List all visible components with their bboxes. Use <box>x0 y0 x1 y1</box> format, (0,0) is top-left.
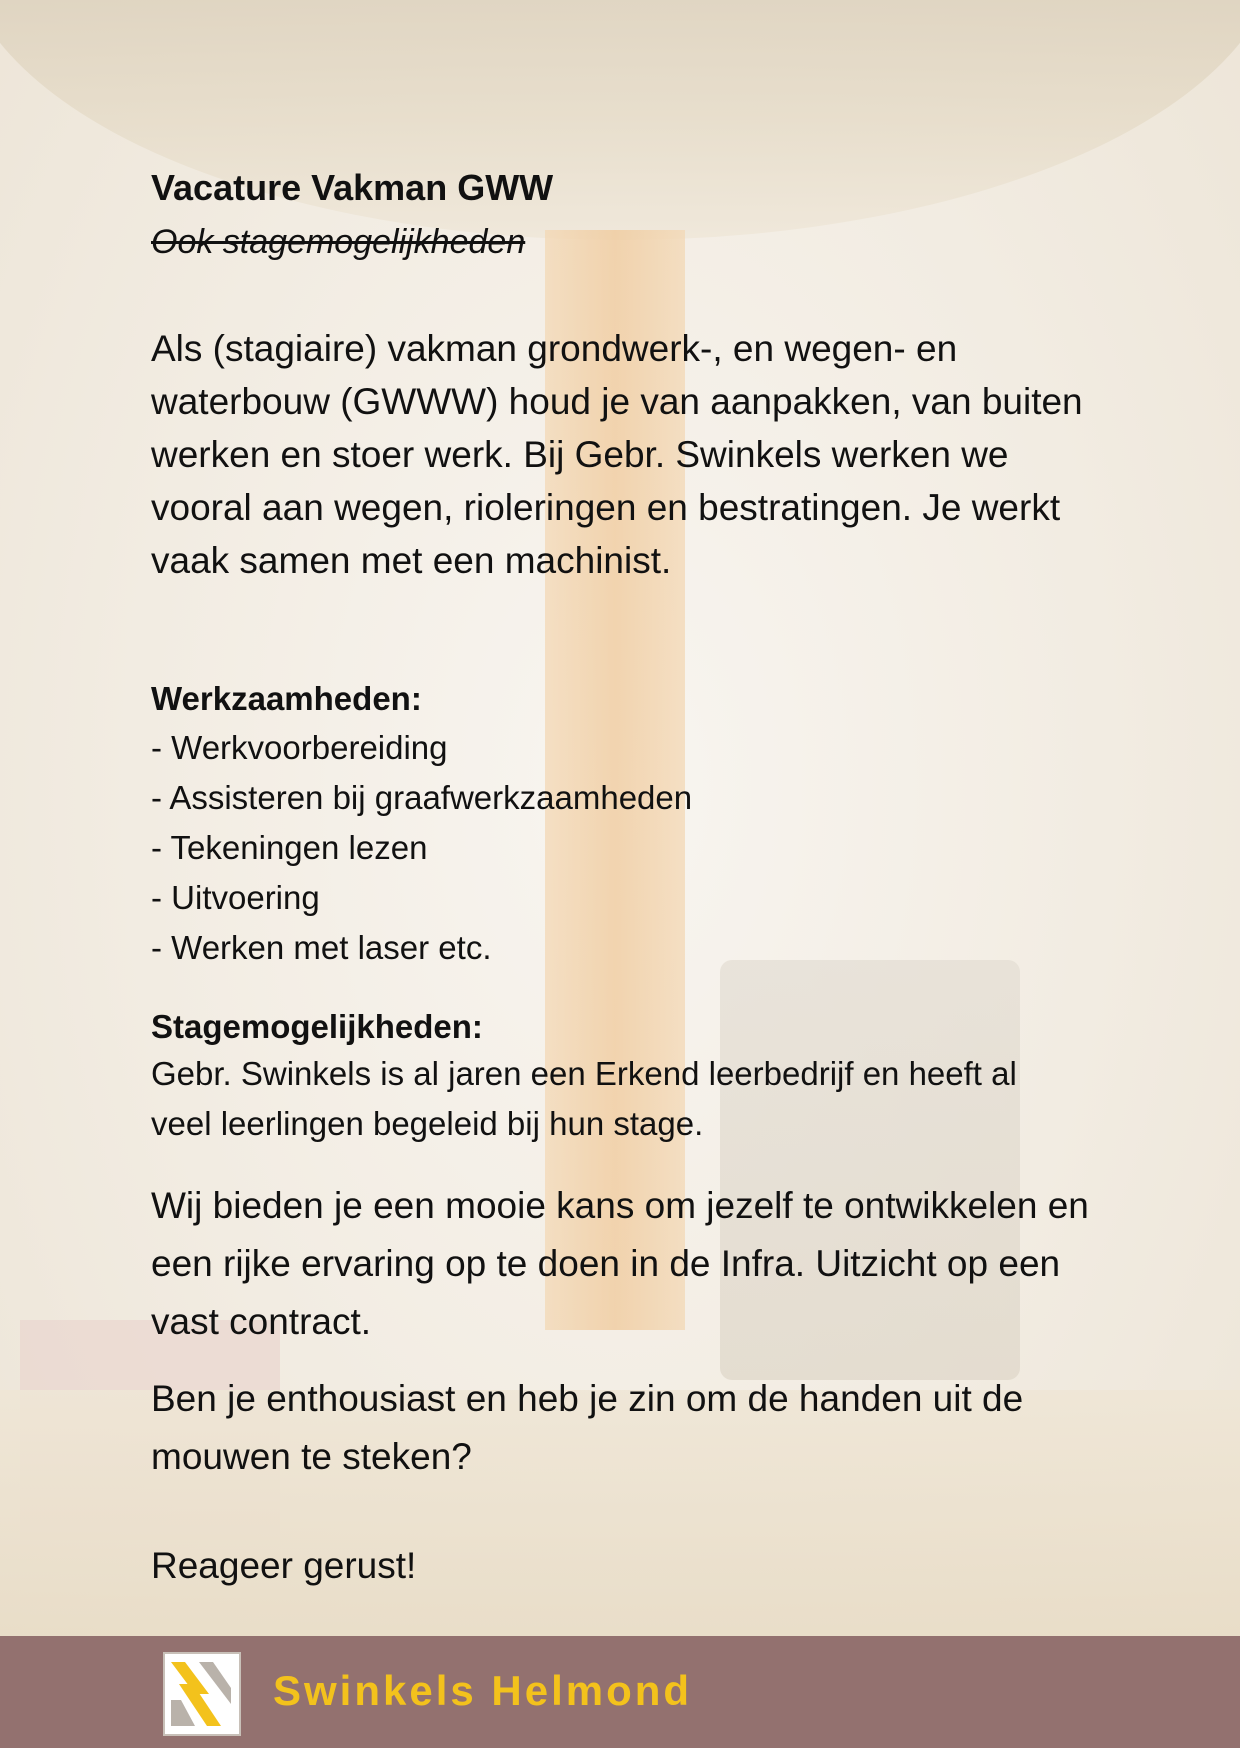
vacancy-title: Vacature Vakman GWW <box>151 167 554 208</box>
intro-paragraph: Als (stagiaire) vakman grondwerk-, en wegen- en waterbouw (GWWW) houd je van aanpakken, van buiten werken en stoer werk. Bij Gebr. Swinkels werken we vooral aan wegen, rioleringen en bestratingen. Je werkt vaak samen met een machinist. <box>151 328 1083 581</box>
list-item: - Werken met laser etc. <box>151 929 492 966</box>
list-item: - Assisteren bij graafwerkzaamheden <box>151 779 693 816</box>
offer-paragraph: Wij bieden je een mooie kans om jezelf te ontwikkelen en een rijke ervaring op te doen in de Infra. Uitzicht op een vast contract. <box>151 1185 1089 1342</box>
internship-paragraph: Gebr. Swinkels is al jaren een Erkend leerbedrijf en heeft al veel leerlingen begeleid bij hun stage. <box>151 1055 1017 1142</box>
question-paragraph: Ben je enthousiast en heb je zin om de handen uit de mouwen te steken? <box>151 1378 1024 1477</box>
logo-stripes-icon <box>165 1654 239 1734</box>
list-item: - Uitvoering <box>151 879 320 916</box>
list-item: - Tekeningen lezen <box>151 829 428 866</box>
call-to-action: Reageer gerust! <box>151 1545 417 1586</box>
tasks-list <box>151 723 692 973</box>
vacancy-subtitle: Ook stagemogelijkheden <box>151 223 526 261</box>
tasks-heading: Werkzaamheden: <box>151 680 422 717</box>
brand-name: Swinkels Helmond <box>273 1667 693 1714</box>
swinkels-logo <box>163 1652 241 1736</box>
footer-bar <box>0 1636 1240 1748</box>
internship-heading: Stagemogelijkheden: <box>151 1008 483 1045</box>
list-item: - Werkvoorbereiding <box>151 729 448 766</box>
